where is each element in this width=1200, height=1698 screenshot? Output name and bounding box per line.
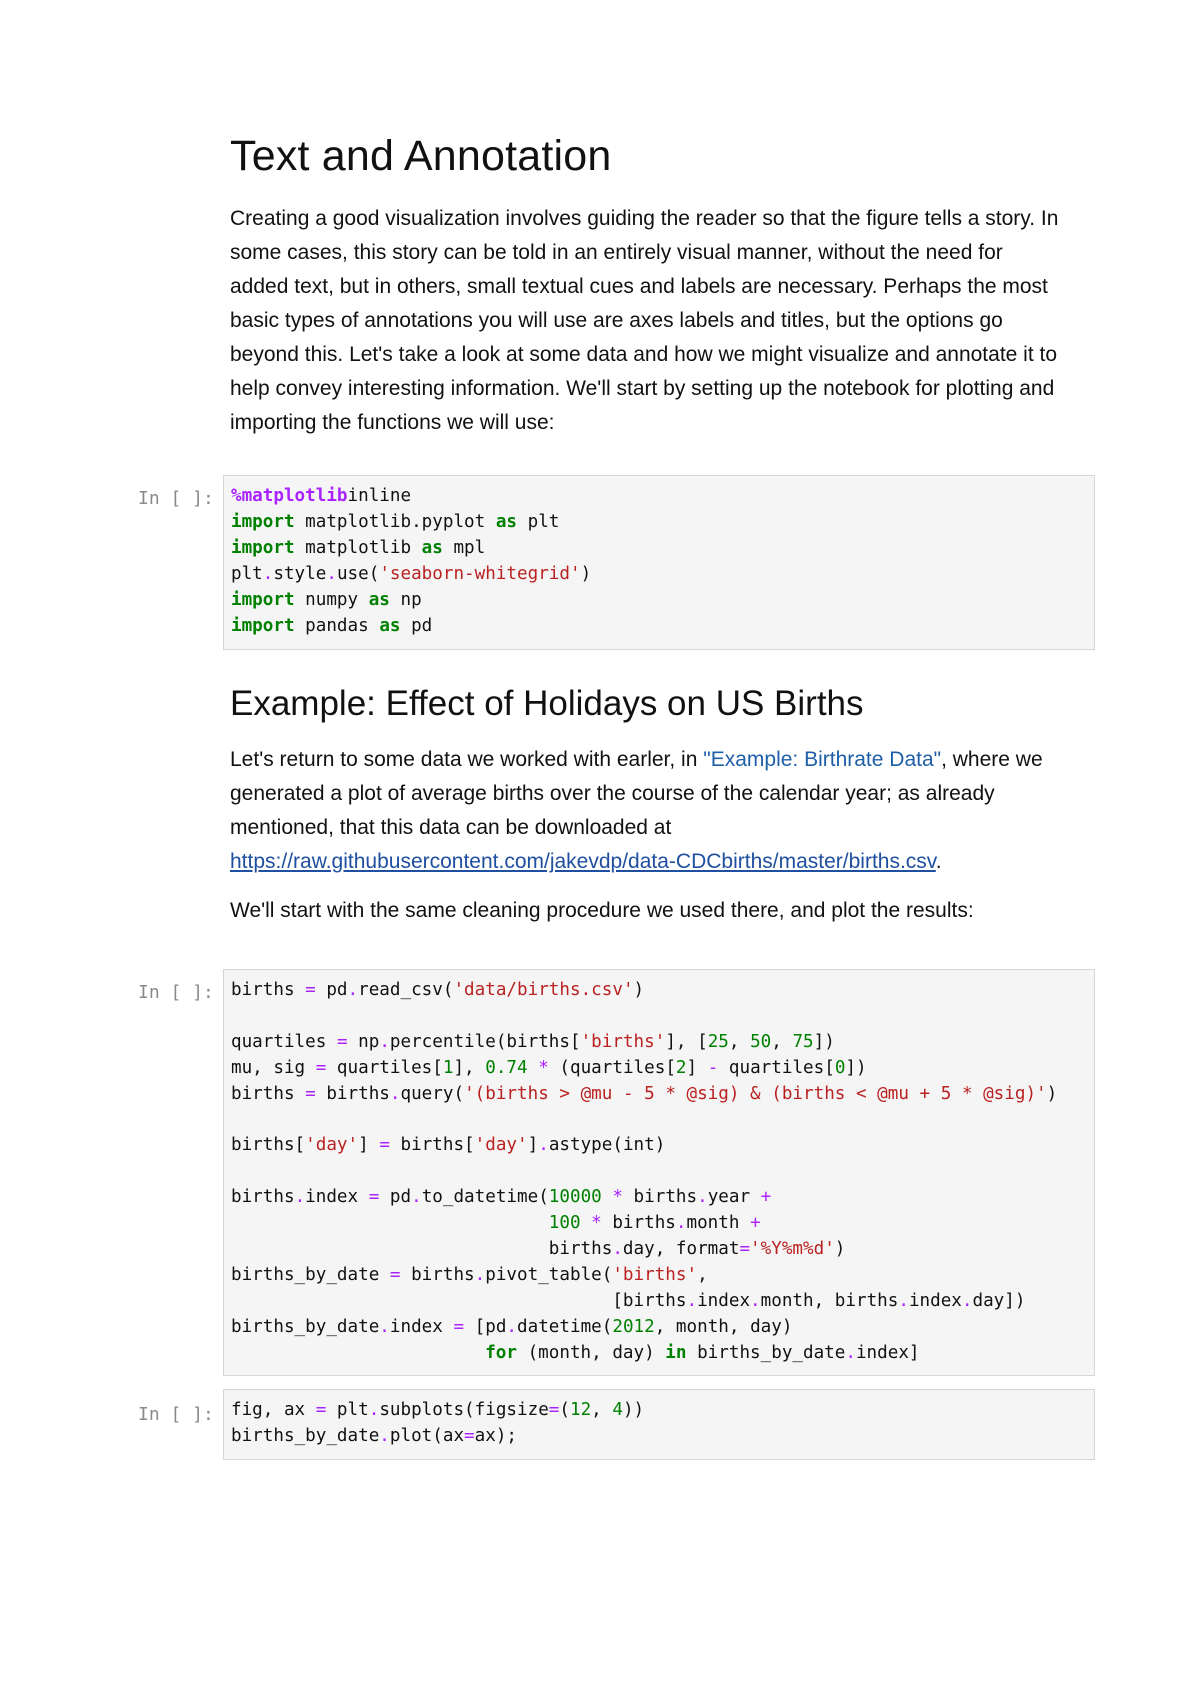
markdown-cell-example [230,682,1060,928]
code-token: fig, ax [231,1400,316,1420]
code-token: pd [379,1187,412,1208]
code-token: 10000 [548,1187,602,1208]
code-token: astype(int) [548,1135,666,1156]
code-token: . [262,563,274,584]
code-token: as [368,589,390,610]
code-token: . [474,1264,486,1285]
paragraph-text: , where we generated a plot of average births over the course of the calendar year; as already mentioned, that this data can be downloaded at [230,748,1043,839]
code-token: inline [347,486,412,506]
code-token: . [379,1031,390,1052]
code-token: index [305,1187,369,1208]
code-token: 2 [675,1057,687,1078]
code-token: [births [231,1290,687,1311]
code-token: 25 [707,1031,729,1052]
code-token: to_datetime( [421,1187,549,1208]
code-token: 4 [612,1400,623,1420]
code-token: . [750,1290,761,1311]
code-token: ] [686,1057,708,1078]
code-token: , [771,1031,793,1052]
code-token: mpl [442,537,486,558]
code-token: . [326,563,337,584]
code-token: [pd [464,1316,507,1337]
code-token: + [750,1213,761,1234]
code-cell-plot[interactable] [223,1389,1095,1460]
code-token: quartiles[ [326,1057,443,1078]
code-token: ], [ [665,1031,708,1052]
code-token: import [231,511,295,532]
code-token: np [347,1031,380,1052]
code-token: births [400,1264,475,1285]
code-token: import [231,589,295,610]
code-token: ] [358,1135,380,1156]
code-token: , [728,1031,751,1052]
code-token: '(births > @mu - 5 * @sig) & (births < @mu + 5 * @sig)' [464,1083,1047,1104]
code-block[interactable] [231,1398,1087,1450]
section-title: Example: Effect of Holidays on US Births [230,684,864,723]
markdown-cell-intro [230,130,1060,440]
code-token: )) [622,1400,645,1420]
code-token: pandas [294,615,380,636]
code-token: pd [400,615,433,636]
code-token: %matplotlib [231,486,348,506]
code-token: , [591,1400,613,1420]
code-token: 'births' [612,1264,698,1285]
code-token [602,1187,613,1207]
code-token: plot(ax [389,1425,465,1446]
code-token: ) [834,1239,846,1260]
code-token: ]) [845,1057,867,1078]
code-token: quartiles[ [718,1057,835,1078]
code-token: . [675,1213,687,1234]
code-token: ( [559,1400,570,1420]
code-token: ax); [474,1425,518,1446]
code-token: as [421,537,443,558]
code-token: = [464,1425,475,1446]
code-token: births_by_date [231,1425,380,1446]
code-token: use( [336,563,380,584]
code-token: + [760,1187,772,1208]
code-token: births [231,1187,295,1208]
code-token: day]) [972,1290,1026,1311]
code-token: 0 [834,1057,846,1078]
code-token: for [485,1342,517,1363]
code-token: 0.74 [485,1057,528,1078]
code-token: ]) [813,1031,835,1052]
code-token: . [697,1187,708,1208]
code-token: . [612,1239,623,1260]
code-token: import [231,615,295,636]
code-token: plt [231,563,263,584]
code-token: . [294,1187,306,1208]
code-token: , [697,1264,708,1285]
births-csv-url-link[interactable]: https://raw.githubusercontent.com/jakevdp/data-CDCbirths/master/births.csv [230,850,936,873]
code-token: percentile(births[ [389,1031,581,1052]
intro-paragraph: Creating a good visualization involves guiding the reader so that the figure tells a story. In some cases, this story can be told in an entirely visual manner, without the need for added text, but in others, small textual cues and labels are necessary. Perhaps the most basic types of annotations you will use are axes labels and titles, but the options go beyond this. Let's take a look at some data and how we might visualize and annotate it to help convey interesting information. We'll start by setting up the notebook for plotting and importing the functions we will use: [230,207,1059,434]
code-token: month, births [760,1290,899,1311]
code-token: plt [326,1400,369,1420]
code-token: ) [580,563,592,584]
code-token: 12 [569,1400,592,1420]
cell-prompt: In [ ]: [138,1404,214,1425]
example-paragraph [230,743,1060,879]
code-token: = [315,1057,327,1078]
page-title: Text and Annotation [230,132,612,180]
code-token: 75 [792,1031,814,1052]
code-token: index [389,1316,454,1337]
code-token: (month, day) [517,1342,666,1363]
code-token: births [231,1239,613,1260]
code-token: . [389,1083,401,1104]
code-token: pd [315,980,348,1000]
code-token: births [622,1187,698,1208]
code-token: , month, day) [654,1316,793,1337]
code-token: . [961,1290,973,1311]
code-token: . [686,1290,698,1311]
code-token: = [315,1400,327,1420]
code-token: - [707,1057,719,1078]
code-token: 'day' [474,1135,528,1156]
code-token: . [368,1400,380,1420]
code-token: index [908,1290,962,1311]
code-block[interactable] [231,978,1087,1367]
code-token: style [273,563,327,584]
code-token: pivot_table( [485,1264,613,1285]
code-token: 'day' [305,1135,359,1156]
code-token: np [389,589,422,610]
code-token [231,1213,549,1233]
code-token: ], [453,1057,486,1078]
code-token: births[ [231,1135,306,1156]
code-token: = [548,1400,560,1420]
code-token: . [898,1290,909,1311]
code-token: * [591,1213,602,1234]
code-token: = [368,1187,380,1208]
code-token: matplotlib.pyplot [294,511,496,532]
code-token: = [305,1083,316,1104]
code-token: = [389,1264,401,1285]
code-token: ] [527,1135,539,1156]
code-token: mu, sig [231,1057,316,1078]
cleaning-paragraph: We'll start with the same cleaning procedure we used there, and plot the results: [230,899,974,922]
code-token: numpy [294,589,369,610]
code-token: 'births' [580,1031,666,1052]
code-token: births[ [389,1135,475,1156]
code-token: = [336,1031,348,1052]
code-cell-cleaning[interactable] [223,969,1095,1376]
code-token [528,1058,539,1078]
cell-prompt: In [ ]: [138,488,214,509]
code-token: (quartiles[ [548,1057,676,1078]
code-token: ) [633,980,645,1000]
code-token: quartiles [231,1031,337,1052]
code-token: . [379,1316,390,1337]
code-token: '%Y%m%d' [750,1239,835,1260]
code-token: 'data/births.csv' [453,980,634,1000]
code-token: = [305,980,316,1000]
code-token: births [601,1213,676,1234]
code-token: as [379,615,401,636]
code-token: = [739,1239,751,1260]
code-block[interactable] [231,484,1087,639]
code-token: query( [400,1083,465,1104]
code-token: . [845,1342,856,1363]
code-token: * [612,1187,623,1208]
code-token: 100 [548,1213,581,1234]
paragraph-text: Let's return to some data we worked with earler, in [230,748,704,771]
paragraph-text: . [935,850,942,873]
code-token: 1 [442,1057,454,1078]
code-token: as [495,511,518,532]
code-token: = [453,1316,465,1337]
code-token: * [538,1057,549,1078]
code-token: index] [855,1342,920,1363]
code-token: month [686,1213,751,1234]
code-token: births [231,1083,306,1104]
code-token: import [231,537,295,558]
code-token: index [697,1290,751,1311]
code-token: 50 [750,1031,772,1052]
code-token: in [665,1342,687,1363]
code-token: datetime( [517,1316,613,1337]
code-token: . [379,1425,390,1446]
code-token: year [707,1187,761,1208]
code-token: births_by_date [686,1342,846,1363]
code-token: births [231,980,306,1000]
code-token: births [315,1083,390,1104]
cell-prompt: In [ ]: [138,982,214,1003]
code-token [581,1213,592,1233]
code-cell-imports[interactable] [223,475,1095,650]
code-token: . [411,1187,422,1208]
code-token: day, format [622,1239,740,1260]
code-token: matplotlib [294,537,422,558]
code-token: . [538,1135,549,1156]
code-token [231,1343,485,1363]
code-token: 2012 [612,1316,655,1337]
code-token: subplots(figsize [379,1400,549,1420]
code-token: ) [1046,1083,1058,1104]
code-token: births_by_date [231,1264,390,1285]
code-token: plt [517,511,560,532]
code-token: . [347,980,359,1000]
code-token: read_csv( [358,980,454,1000]
code-token: 'seaborn-whitegrid' [379,563,581,584]
code-token: = [379,1135,390,1156]
code-token: . [506,1316,518,1337]
birthrate-data-link[interactable]: "Example: Birthrate Data" [703,748,942,771]
code-token: births_by_date [231,1316,380,1337]
